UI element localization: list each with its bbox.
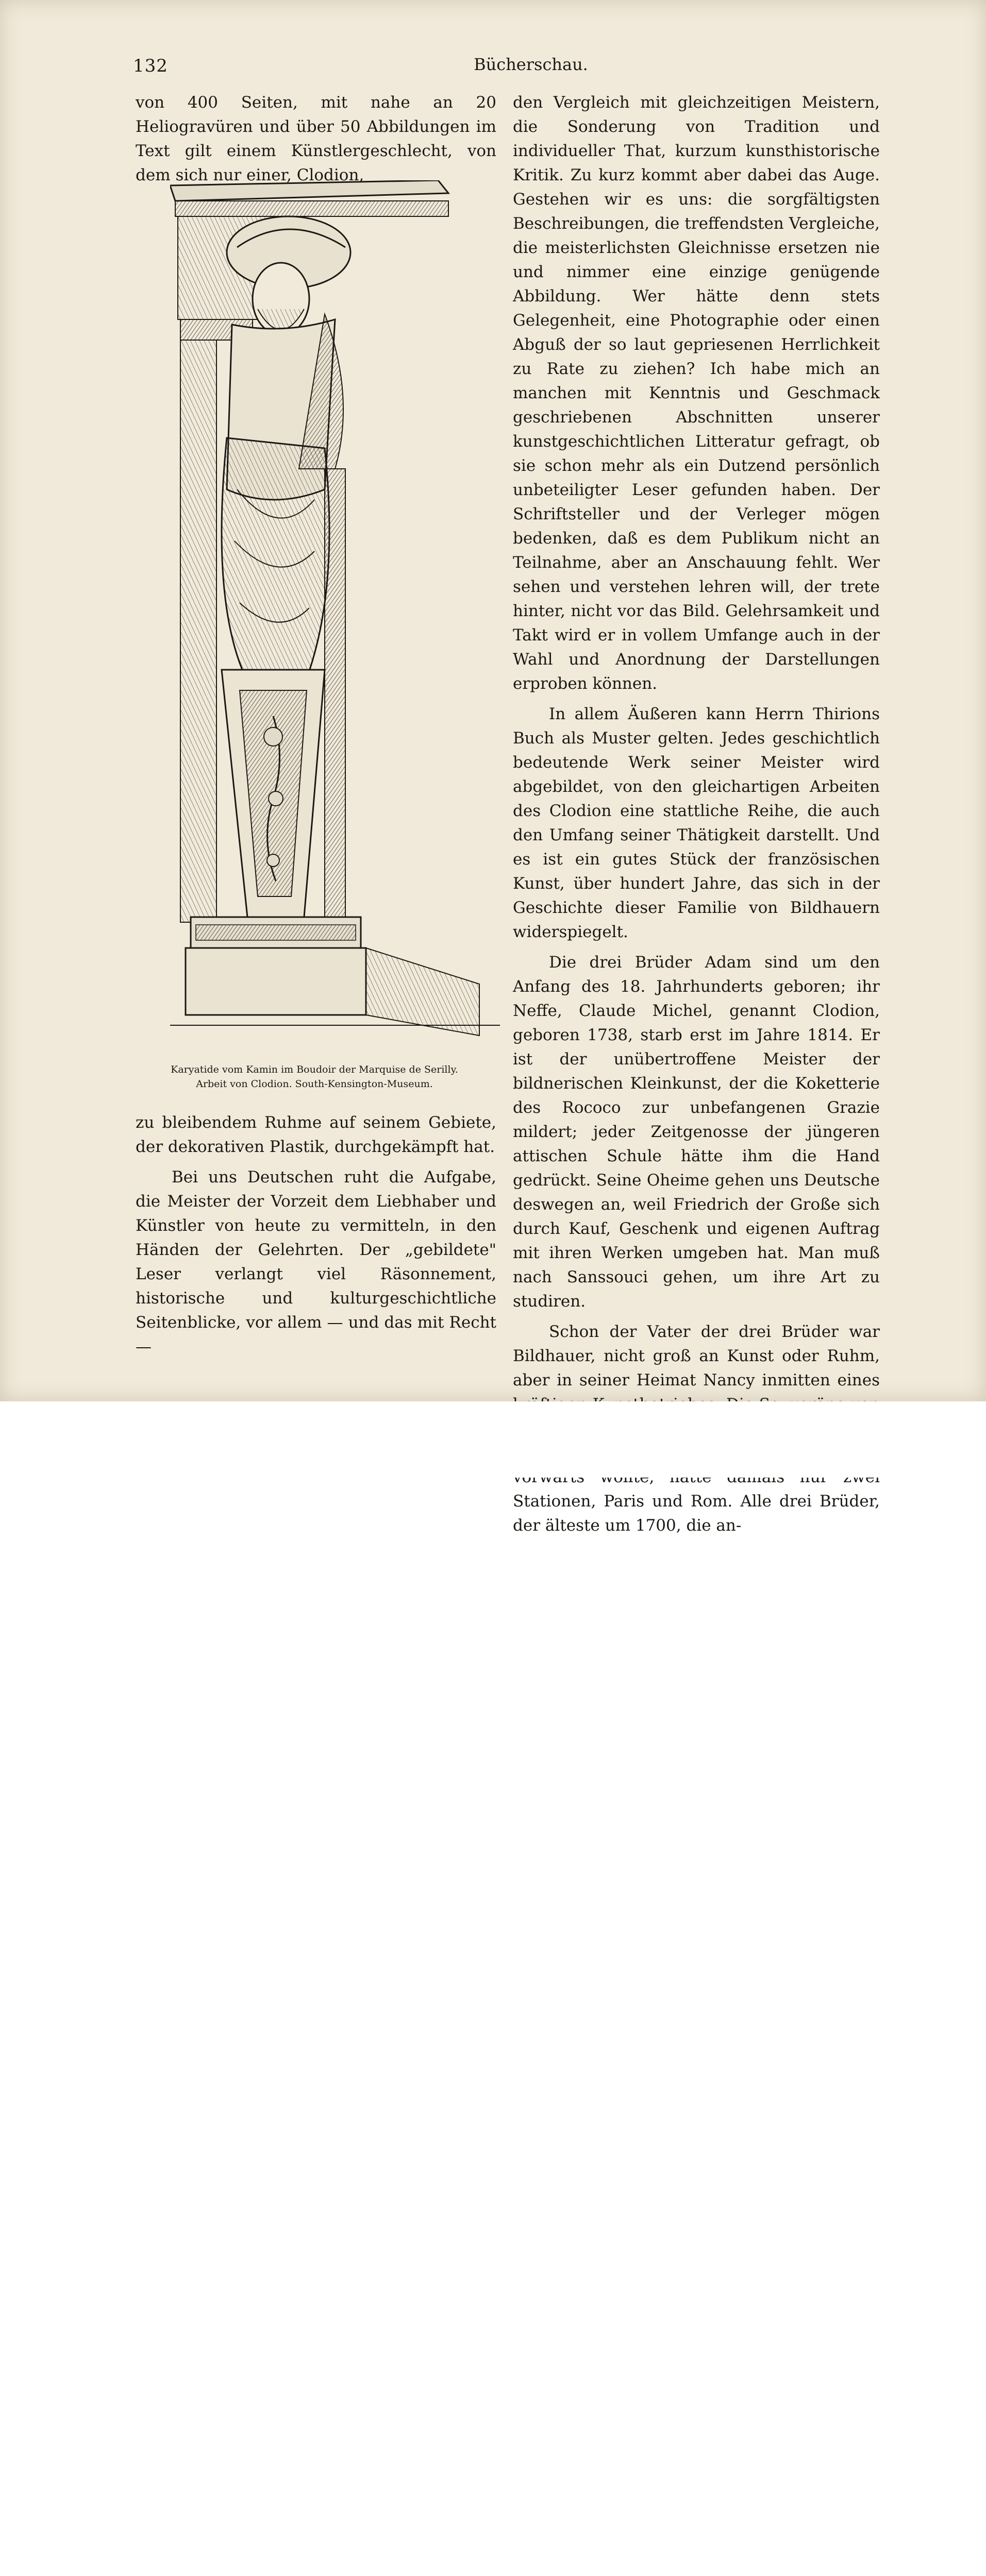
paragraph: von 400 Seiten, mit nahe an 20 Heliogravüren und über 50 Abbildungen im Text gilt einem Künstlergeschlecht, von dem sich nur einer, Clodion, (136, 93, 496, 184)
paragraph: Schon der Vater der drei Brüder war Bildhauer, nicht groß an Kunst oder Ruhm, aber in seiner Heimat Nancy inmitten eines Stationen, Paris und Rom. Alle drei Brüder, der älteste um 1700, die an- (513, 1323, 880, 1535)
caption-line: Arbeit von Clodion. South-Kensington-Museum. (196, 1078, 433, 1090)
paragraph: zu bleibendem Ruhme auf seinem Gebiete, der dekorativen Plastik, durchgekämpft hat. (136, 1113, 496, 1156)
caryatid-illustration (170, 180, 505, 1056)
left-column-top (136, 91, 496, 188)
viewer-footer (0, 1401, 986, 1478)
figure-caption (129, 1062, 500, 1091)
running-title: Bücherschau. (474, 55, 588, 74)
paragraph: Die drei Brüder Adam sind um den Anfang des 18. Jahrhunderts geboren; ihr Neffe, Claude Michel, genannt Clodion, geboren 1738, starb erst im Jahre 1814. Er ist der unübertroffene Meister der bildnerischen Kleinkunst, der die Koketterie des Rococo zur unbefangenen Grazie mildert; jeder Zeitgenosse der jüngeren attischen Schule hätte ihm die Hand gedrückt. Seine Oheime gehen uns Deutsche deswegen an, weil Friedrich der Große sich durch Kauf, Geschenk und eigenen Auftrag mit ihren Werken umgeben hat. Man muß nach Sanssouci gehen, um ihre Art zu studiren. (513, 953, 880, 1311)
paragraph: In allem Äußeren kann Herrn Thirions Buch als Muster gelten. Jedes geschichtlich bedeutende Werk seiner Meister wird abgebildet, von den gleichartigen Arbeiten des Clodion eine stattliche Reihe, die auch den Umfang seiner Thätigkeit darstellt. Und es ist ein gutes Stück der französischen Kunst, über hundert Jahre, das sich in der Geschichte dieser Familie von Bildhauern widerspiegelt. (513, 705, 880, 941)
caryatid-engraving (170, 180, 505, 1056)
paragraph: Bei uns Deutschen ruht die Aufgabe, die Meister der Vorzeit dem Liebhaber und Künstler von heute zu vermitteln, in den Händen der Gelehrten. Der „gebildete" Leser verlangt viel Räsonnement, historische und kulturgeschichtliche Seitenblicke, vor allem — und das mit Recht — (136, 1168, 496, 1356)
left-column-bottom (136, 1111, 496, 1359)
page-number: 132 (133, 56, 168, 76)
caption-line: Karyatide vom Kamin im Boudoir der Marquise de Serilly. (171, 1064, 458, 1075)
right-column (513, 91, 880, 1538)
paragraph: den Vergleich mit gleichzeitigen Meistern, die Sonderung von Tradition und individueller That, kurzum kunsthistorische Kritik. Zu kurz kommt aber dabei das Auge. Gestehen wir es uns: die sorgfältigsten Beschreibungen, die treffendsten Vergleiche, die meisterlichsten Gleichnisse ersetzen nie und nimmer eine einzige genügende Abbildung. Wer hätte denn stets Gelegenheit, eine Photographie oder einen Abguß der so laut gepriesenen Herrlichkeit zu Rate zu ziehen? Ich habe mich an manchen mit Kenntnis und Geschmack geschriebenen Abschnitten unserer kunstgeschichtlichen Litteratur gefragt, ob sie schon mehr als ein Dutzend persönlich unbeteiligter Leser gefunden haben. Der Schriftsteller und der Verleger mögen bedenken, daß es dem Publikum nicht an Teilnahme, aber an Anschauung fehlt. Wer sehen und verstehen lehren will, der trete hinter, nicht vor das Bild. Gelehrsamkeit und Takt wird er in vollem Umfange auch in der Wahl und Anordnung der Darstellungen erproben können. (513, 93, 880, 693)
